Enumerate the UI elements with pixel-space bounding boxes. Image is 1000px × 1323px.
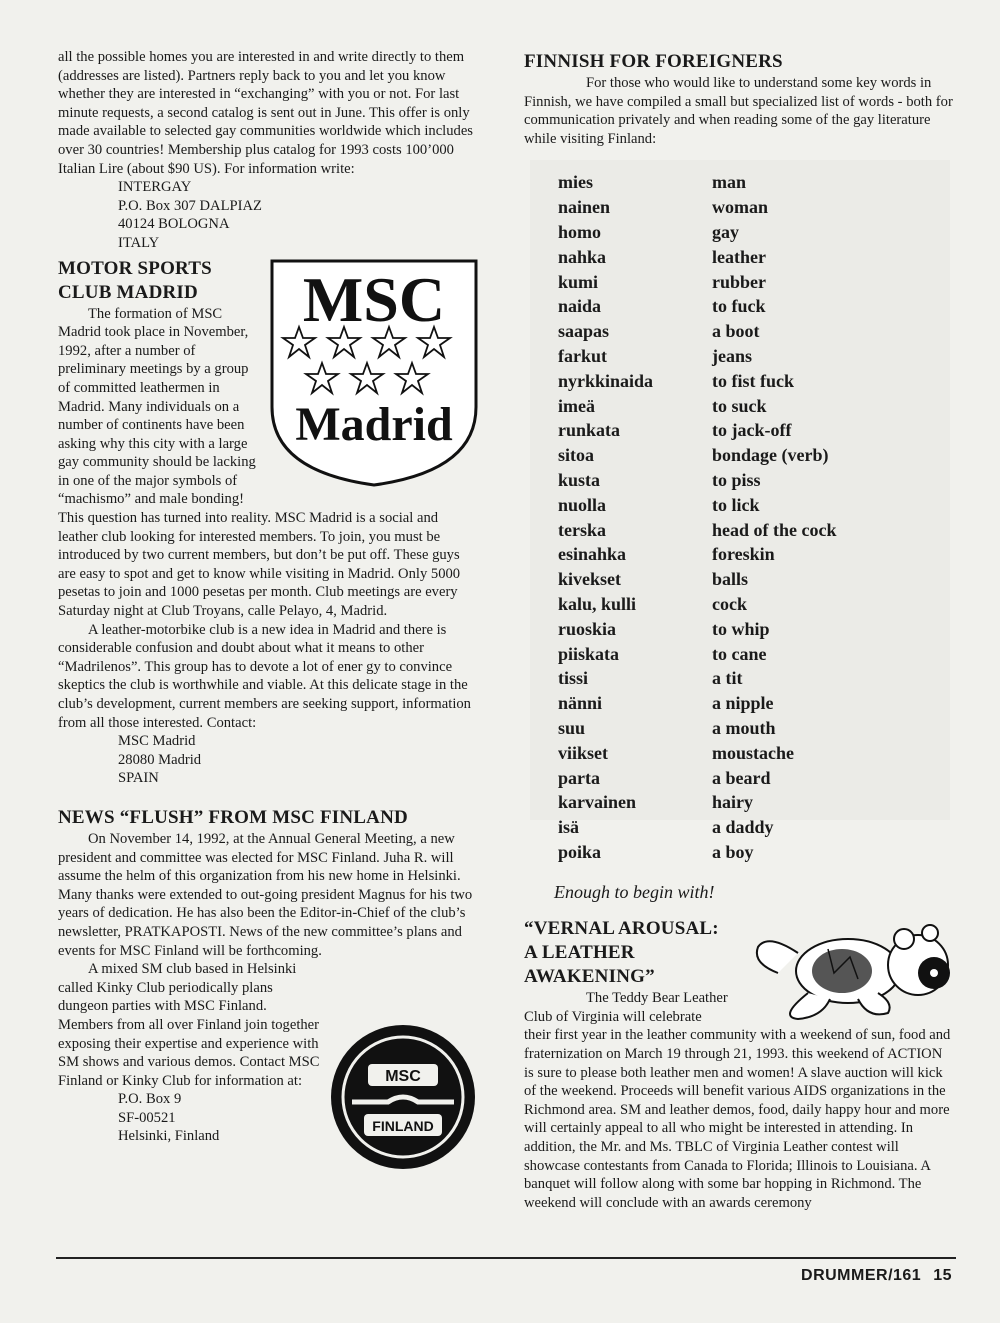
msc-madrid-paragraph: The formation of MSC Madrid took place in November, 1992, after a number of preliminary meetings by a group of committed leathermen in Madrid. Many individuals on a number of continents have been asking why this city with a large gay community should be lacking in one of the major symbols of “machismo” and male bonding! This question has turned into reality. MSC Madrid is a social and leather club looking for interested members. To join, you must be introduced by two current members, but don’t be put off. These guys are easy to spot and get to know while visiting in Madrid. Only 5000 pesetas to join and 1000 pesetas per month. Club meetings are every Saturday night at Club Troyans, calle Pelayo, 4, Madrid. — [58, 305, 461, 620]
finnish-word: parta — [558, 767, 600, 788]
english-translation: to fist fuck — [712, 370, 794, 391]
finnish-intro: For those who would like to understand some key words in Finnish, we have compiled a small but specialized list of words - both for communication privately and when reading some of the gay literature while visiting Finland: — [524, 75, 953, 147]
address-line: 28080 Madrid — [118, 751, 202, 768]
vocab-row — [558, 766, 954, 791]
english-translation: hairy — [712, 792, 754, 813]
left-column — [58, 48, 478, 1172]
finnish-word: runkata — [558, 420, 621, 441]
msc-finland-paragraph: On November 14, 1992, at the Annual General Meeting, a new president and committee was elected for MSC Finland. Juha R. will assume the helm of this organization from his new home in Helsinki. Many thanks were extended to out-going president Magnus for his two years of dedication. He has also been the Editor-in-Chief of the club’s newsletter, PRATKAPOSTI. News of the new committee’s plans and events for MSC Finland will be forthcoming. — [58, 830, 473, 959]
address-line: INTERGAY — [118, 179, 192, 196]
right-column — [524, 50, 954, 1212]
msc-finland-paragraph: A mixed SM club based in Helsinki called Kinky Club periodically plans dungeon parties with MSC Finland. Members from all over Finland join together exposing their expertise and experience with SM shows and various demos. Contact MSC Finland or Kinky Club for information at: — [58, 961, 320, 1089]
headline-line: MOTOR SPORTS — [58, 257, 212, 279]
vocab-row — [558, 716, 954, 741]
finnish-word-list — [558, 170, 954, 864]
english-translation: to fuck — [712, 296, 766, 317]
address-line: SF-00521 — [118, 1109, 176, 1126]
finnish-headline: FINNISH FOR FOREIGNERS — [524, 51, 783, 72]
vocab-row — [558, 294, 954, 319]
msc-finland-headline: NEWS “FLUSH” FROM MSC FINLAND — [58, 806, 408, 828]
headline-line: AWAKENING” — [524, 966, 655, 988]
finnish-word: nänni — [558, 693, 603, 714]
vocab-row — [558, 418, 954, 443]
publication-name: DRUMMER/161 — [801, 1267, 922, 1284]
vocab-row — [558, 691, 954, 716]
vocab-row — [558, 369, 954, 394]
english-translation: to jack-off — [712, 420, 792, 441]
finnish-word: terska — [558, 519, 606, 540]
finnish-word: imeä — [558, 395, 595, 416]
english-translation: balls — [712, 569, 749, 590]
intergay-paragraph: all the possible homes you are interested in and write directly to them (addresses are listed). Partners reply back to you and let you know whether they are interested in “exchanging” with you or not. For last minute requests, a second catalog is sent out in June. This offer is only made available to selected gay communities worldwide which includes over 30 countries! Membership plus catalog for 1993 costs 100’000 Italian Lire (about $90 US). For information write: — [58, 49, 473, 177]
english-translation: jeans — [712, 345, 752, 366]
address-line: 40124 BOLOGNA — [118, 216, 230, 233]
english-translation: rubber — [712, 271, 766, 292]
vocab-row — [558, 741, 954, 766]
vocab-row — [558, 319, 954, 344]
english-translation: a daddy — [712, 817, 774, 838]
vocab-row — [558, 493, 954, 518]
vocab-row — [558, 542, 954, 567]
address-line: MSC Madrid — [118, 733, 196, 750]
finnish-word: tissi — [558, 668, 589, 689]
finnish-word: karvainen — [558, 792, 637, 813]
finnish-word: homo — [558, 221, 602, 242]
vocab-row — [558, 170, 954, 195]
english-translation: bondage (verb) — [712, 445, 829, 466]
english-translation: head of the cock — [712, 519, 837, 540]
msc-madrid-paragraph: A leather-motorbike club is a new idea in Madrid and there is considerable confusion and doubt about what it means to other “Madrilenos”. This group has to devote a lot of ener gy to convince skeptics the club is worthwhile and viable. At this delicate stage in the club’s development, current members are seeking support, information from all those interested. Contact: — [58, 621, 471, 731]
vocab-row — [558, 468, 954, 493]
vocab-row — [558, 790, 954, 815]
vocab-row — [558, 567, 954, 592]
english-translation: man — [712, 172, 747, 193]
english-translation: a boy — [712, 841, 754, 862]
msc-madrid-logo-text: MSC — [302, 263, 446, 335]
finnish-word: suu — [558, 717, 586, 738]
msc-madrid-logo-city: Madrid — [295, 397, 453, 451]
finnish-word: nyrkkinaida — [558, 370, 654, 391]
address-line: SPAIN — [118, 770, 159, 787]
english-translation: to whip — [712, 618, 770, 639]
finnish-word: kivekset — [558, 569, 621, 590]
english-translation: leather — [712, 246, 766, 267]
english-translation: to cane — [712, 643, 767, 664]
finnish-word: ruoskia — [558, 618, 617, 639]
teddy-bear-illustration — [738, 913, 958, 1021]
finnish-word: isä — [558, 817, 580, 838]
english-translation: foreskin — [712, 544, 775, 565]
page-number: 15 — [933, 1267, 952, 1284]
english-translation: a tit — [712, 668, 743, 689]
msc-madrid-article — [58, 257, 478, 788]
english-translation: moustache — [712, 742, 794, 763]
vernal-arousal-article — [524, 917, 954, 1212]
msc-madrid-address — [118, 732, 478, 788]
english-translation: to lick — [712, 494, 760, 515]
vocab-row — [558, 443, 954, 468]
vocab-row — [558, 344, 954, 369]
finnish-outro: Enough to begin with! — [554, 881, 715, 902]
vocab-row — [558, 518, 954, 543]
finnish-word: naida — [558, 296, 602, 317]
vocab-row — [558, 840, 954, 865]
english-translation: to suck — [712, 395, 767, 416]
headline-line: CLUB MADRID — [58, 281, 198, 303]
finnish-word: kalu, kulli — [558, 593, 637, 614]
vocab-row — [558, 394, 954, 419]
finnish-word: mies — [558, 172, 593, 193]
english-translation: cock — [712, 593, 747, 614]
finnish-word: farkut — [558, 345, 607, 366]
msc-madrid-shield-logo — [268, 257, 480, 489]
vocab-row — [558, 220, 954, 245]
msc-finland-logo — [328, 1022, 478, 1172]
english-translation: a mouth — [712, 717, 776, 738]
msc-finland-logo-city: FINLAND — [372, 1118, 434, 1135]
address-line: Helsinki, Finland — [118, 1128, 220, 1145]
finnish-word: nuolla — [558, 494, 607, 515]
vocab-row — [558, 270, 954, 295]
finnish-word: poika — [558, 841, 602, 862]
finnish-word: nainen — [558, 197, 611, 218]
headline-line: A LEATHER — [524, 942, 635, 964]
address-line: P.O. Box 307 DALPIAZ — [118, 197, 262, 214]
intergay-address — [118, 178, 478, 252]
address-line: ITALY — [118, 234, 160, 251]
finnish-word: sitoa — [558, 445, 594, 466]
address-line: P.O. Box 9 — [118, 1091, 182, 1108]
english-translation: a beard — [712, 767, 771, 788]
vocab-row — [558, 195, 954, 220]
finnish-word: kusta — [558, 469, 601, 490]
english-translation: gay — [712, 221, 739, 242]
english-translation: woman — [712, 197, 769, 218]
english-translation: a boot — [712, 321, 760, 342]
page-footer — [801, 1267, 952, 1285]
vocab-row — [558, 642, 954, 667]
finnish-word: kumi — [558, 271, 599, 292]
vocab-row — [558, 617, 954, 642]
vocab-row — [558, 815, 954, 840]
english-translation: a nipple — [712, 693, 774, 714]
headline-line: “VERNAL AROUSAL: — [524, 918, 719, 940]
vocab-row — [558, 245, 954, 270]
vocab-row — [558, 666, 954, 691]
english-translation: to piss — [712, 469, 761, 490]
finnish-word: piiskata — [558, 643, 620, 664]
finnish-word: saapas — [558, 321, 610, 342]
vocab-row — [558, 592, 954, 617]
msc-finland-article — [58, 806, 478, 1146]
msc-finland-logo-text: MSC — [385, 1068, 421, 1086]
finnish-word: esinahka — [558, 544, 627, 565]
finnish-word: nahka — [558, 246, 607, 267]
footer-rule — [56, 1257, 956, 1259]
vernal-paragraph: The Teddy Bear Leather Club of Virginia will celebrate their first year in the leather community with a weekend of sun, food and fraternization on March 19 through 21, 1993. this weekend of ACTION is sure to please both leather men and women! A slave auction will kick of the weekend. Proceeds will benefit various AIDS organizations in the Richmond area. SM and leather demos, food, daily happy hour and more will certainly appeal to all who might be interested in attending. In addition, the Mr. and Ms. TBLC of Virginia Leather contest will showcase contestants from Canada to Florida; Illinois to Louisiana. A banquet will follow along with some bar hopping in Richmond. The weekend will conclude with an awards ceremony — [524, 990, 951, 1211]
finnish-word: viikset — [558, 742, 609, 763]
